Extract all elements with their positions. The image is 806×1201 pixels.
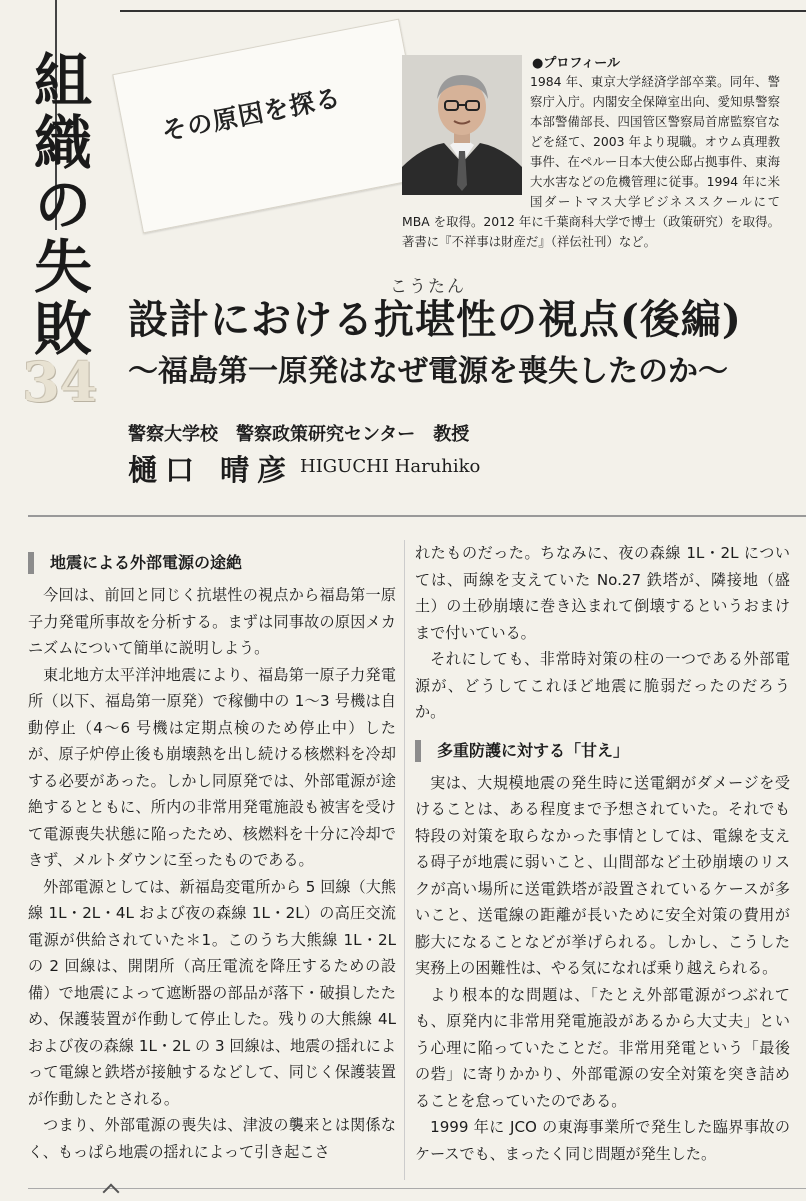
article-subtitle: ～福島第一原発はなぜ電源を喪失したのか～ — [128, 354, 728, 389]
profile-body — [402, 72, 780, 252]
section-heading-2: 多重防護に対する「甘え」 — [415, 740, 790, 762]
stamp-text: その原因を探る — [159, 82, 344, 147]
author-affiliation: 警察大学校 警察政策研究センター 教授 — [128, 424, 470, 445]
header-divider — [28, 515, 806, 517]
author-name-jp: 樋口 晴彦 — [128, 453, 295, 487]
series-label: 組織の失敗 — [24, 50, 92, 360]
paragraph: 外部電源としては、新福島変電所から 5 回線（大熊線 1L・2L・4L および夜の森線 1L・2L）の高圧交流電源が供給されていた＊1。このうち大熊線 1L・2L の 2 回線は、開閉所（高圧電流を降圧するための設備）で地震によって遮断器の部品が落下・破損したため、保護装置が作動して停止した。残りの大熊線 4L および夜の森線 1L・2L の 3 回線は、地震の揺れによって電線と鉄塔が接触するなどして、同じく保護装置が作動したとされる。 — [28, 877, 396, 1108]
issue-number: 34 — [22, 350, 98, 414]
article-title: 設計における抗堪性の視点(後編) — [128, 296, 742, 343]
paragraph-continued: れたものだった。ちなみに、夜の森線 1L・2L については、両線を支えていた No.27 鉄塔が、隣接地（盛土）の土砂崩壊に巻き込まれて倒壊するというおまけまで付いている。 — [415, 544, 790, 642]
title-ruby: こうたん — [390, 277, 466, 297]
paragraph: つまり、外部電源の喪失は、津波の襲来とは関係なく、もっぱら地震の揺れによって引き起こさ — [28, 1116, 396, 1161]
paragraph: 今回は、前回と同じく抗堪性の視点から福島第一原子力発電所事故を分析する。まずは同事故の原因メカニズムについて簡単に説明しよう。 — [28, 586, 396, 657]
author-name-en: HIGUCHI Haruhiko — [300, 456, 481, 477]
profile-text: 1984 年、東京大学経済学部卒業。同年、警察庁入庁。内閣安全保障室出向、愛知県警察本部警備部長、四国管区警察局首席監察官などを経て、2003 年より現職。オウム真理教事件、在ペルー日本大使公邸占拠事件、東海大水害などの危機管理に従事。1994 年に米国ダートマス大学ビジネススクールにて MBA を取得。2012 年に千葉商科大学で博士（政策研究）を取得。著書に『不祥事は財産だ』（祥伝社刊）など。 — [402, 74, 780, 249]
top-ornament — [670, 0, 730, 12]
paragraph: 実は、大規模地震の発生時に送電網がダメージを受けることは、ある程度まで予想されていた。それでも特段の対策を取らなかった事情としては、電線を支える碍子が地震に弱いこと、山間部など土砂崩壊のリスクが高い場所に送電鉄塔が設置されているケースが多いこと、送電線の距離が長いために安全対策の費用が膨大になることなどが挙げられる。しかし、こうした実務上の困難性は、やる気になれば乗り越えられる。 — [415, 773, 790, 977]
paragraph: 東北地方太平洋沖地震により、福島第一原子力発電所（以下、福島第一原発）で稼働中の 1～3 号機は自動停止（4～6 号機は定期点検のため停止中）したが、原子炉停止後も崩壊熱を出し続ける核燃料を冷却する必要があった。しかし同原発では、外部電源が途絶するとともに、所内の非常用発電施設も被害を受けて電源喪失状態に陥ったため、核燃料を十分に冷却できず、メルトダウンに至ったものである。 — [28, 665, 396, 869]
bottom-rule — [28, 1188, 806, 1189]
page-mark-icon — [103, 1184, 120, 1201]
section-heading-1: 地震による外部電源の途絶 — [28, 552, 396, 574]
paragraph: 1999 年に JCO の東海事業所で発生した臨界事故のケースでも、まったく同じ問題が発生した。 — [415, 1118, 790, 1163]
photo-spacer — [402, 72, 530, 194]
paragraph: それにしても、非常時対策の柱の一つである外部電源が、どうしてこれほど地震に脆弱だったのだろうか。 — [415, 650, 790, 721]
profile-heading: ●プロフィール — [532, 56, 621, 71]
right-column — [415, 540, 790, 1167]
column-gutter — [404, 540, 405, 1180]
left-column — [28, 548, 396, 1165]
paragraph: より根本的な問題は、「たとえ外部電源がつぶれても、原発内に非常用発電施設があるから大丈夫」という心理に陥っていたことだ。非常用発電という「最後の砦」に寄りかかり、外部電源の安全対策を突き詰めることを怠っていたのである。 — [415, 985, 790, 1110]
